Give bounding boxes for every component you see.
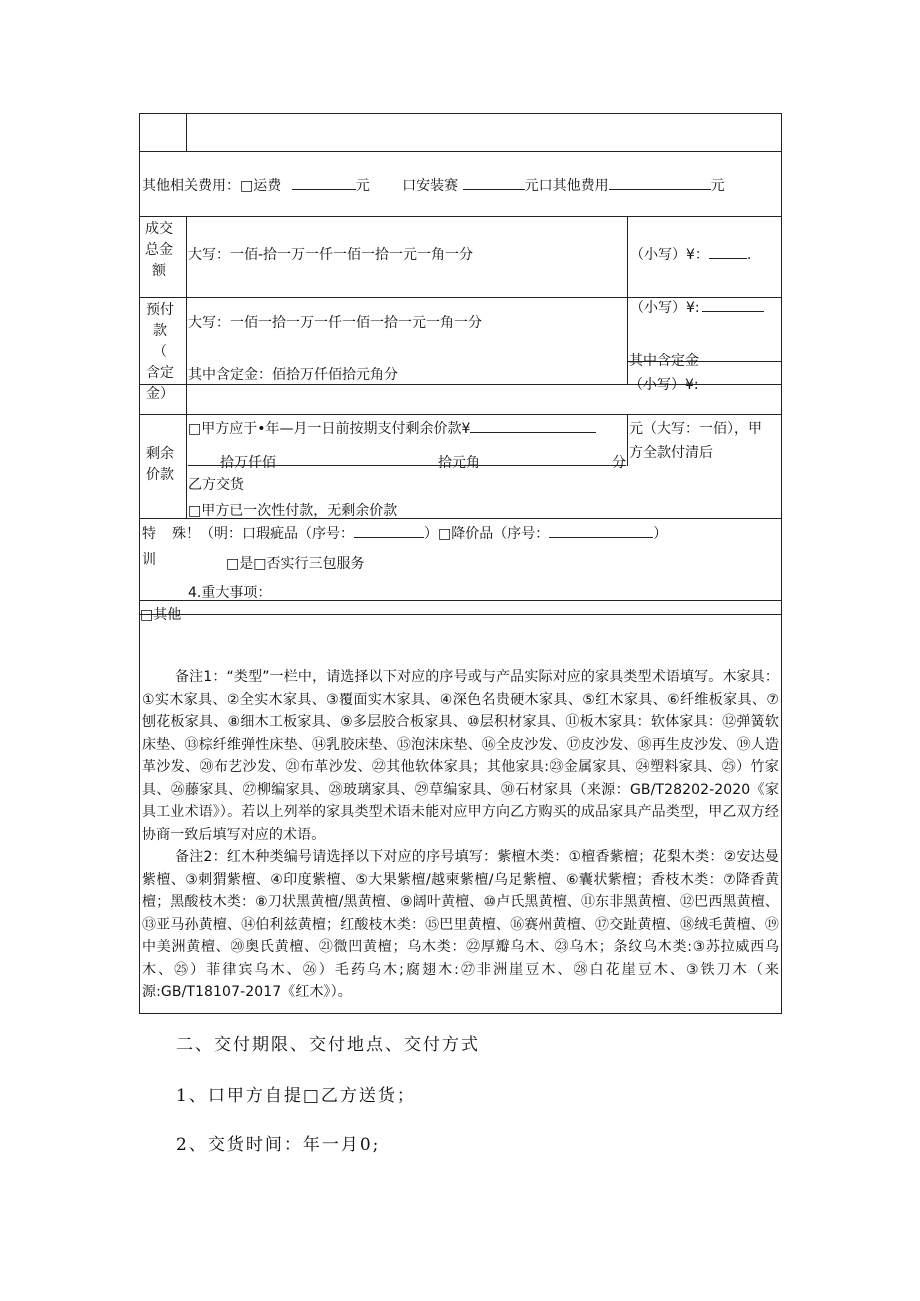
yuan-unit: 元: [710, 178, 725, 194]
special-label-b: 训: [142, 552, 156, 568]
other-fees-row: [142, 177, 725, 195]
order-form-table: [139, 113, 782, 1014]
col-divider: [186, 414, 187, 518]
remaining-line3: 乙方交货: [188, 477, 244, 493]
remaining-line2-underline: [188, 465, 626, 466]
total-upper-amount: 大写：一佰-拾一万一仟一佰一拾一元一角一分: [188, 247, 474, 263]
other-fee-label: 元口其他费用: [524, 178, 609, 194]
row-divider: [140, 297, 781, 298]
total-lower-amount: （小写）¥： .: [630, 247, 752, 263]
delivery-time-item: 2、交货时间：年一月0;: [176, 1135, 381, 1155]
remaining-payment-label: 剩余 价款: [146, 446, 174, 483]
freight-blank[interactable]: [292, 177, 356, 190]
remaining-line2: 拾万仟佰 拾元角 分: [220, 455, 626, 471]
freight-label: 其他相关费用：□运费: [142, 178, 282, 194]
total-amount-label: 成交总金额: [145, 221, 173, 279]
col-divider: [627, 216, 628, 384]
special-line4: □其他: [140, 607, 182, 623]
install-blank[interactable]: [463, 177, 525, 190]
defect-serial-blank[interactable]: [354, 525, 424, 538]
special-label-a: 特: [142, 526, 156, 542]
remaining-line1-right: 元（大写：一佰），甲: [629, 421, 762, 437]
prepay-upper-amount: 大写：一佰一拾一万一仟一佰一拾一元一角一分: [188, 315, 482, 331]
remaining-amount-blank[interactable]: [470, 420, 596, 433]
row-divider: [140, 614, 781, 615]
col-divider: [627, 414, 628, 466]
delivery-method-item[interactable]: 1、口甲方自提□乙方送货；: [176, 1086, 416, 1106]
remaining-line4: □甲方已一次性付款，无剩余价款: [188, 503, 398, 519]
discount-serial-blank[interactable]: [549, 525, 653, 538]
prepay-lower-blank[interactable]: [702, 299, 764, 312]
install-label: 口安装赛: [402, 178, 459, 194]
deposit-right-cut: （小写）¥:: [629, 377, 699, 393]
deposit-right-label: 其中含定金: [629, 353, 699, 369]
note-1: 备注1：“类型”一栏中，请选择以下对应的序号或与产品实际对应的家具类型术语填写。木家具：①实木家具、②全实木家具、③覆面实木家具、④深色名贵硬木家具、⑤红木家具、⑥纤维板家具、⑦刨花板家具、⑧细木工板家具、⑨多层胶合板家具、⑩层积材家具、⑪板木家具：软体家具：⑫弹簧软床垫、⑬棕纤维弹性床垫、⑭乳胶床垫、⑮泡沫床垫、⑯全皮沙发、⑰皮沙发、⑱再生皮沙发、⑲人造革沙发、⑳布艺沙发、㉑布革沙发、㉒其他软体家具；其他家具:㉓金属家具、㉔塑料家具、㉕）竹家具、㉖藤家具、㉗柳编家具、㉘玻璃家具、㉙草编家具、㉚石材家具（来源：GB/T28202-2020《家具工业术语》）。若以上列举的家具类型术语未能对应甲方向乙方购买的成品家具产品类型，甲乙双方经协商一致后填写对应的术语。: [142, 669, 779, 843]
prepayment-label: 预付 款 （ 含定 金）: [146, 302, 174, 402]
col-divider: [186, 114, 187, 151]
special-line1: 殊！（明：口瑕疵品（序号： ）□降价品（序号： ）: [172, 526, 668, 542]
notes-block: [142, 666, 779, 1004]
other-fee-blank[interactable]: [609, 177, 711, 190]
row-divider: [140, 151, 781, 152]
row-divider: [140, 414, 781, 415]
yuan-unit: 元: [355, 178, 370, 194]
remaining-line1: □甲方应于•年—月一日前按期支付剩余价款¥: [188, 420, 596, 438]
section-title: 二、交付期限、交付地点、交付方式: [176, 1035, 480, 1055]
warranty-choice[interactable]: □是□否实行三包服务: [226, 556, 365, 572]
total-lower-blank[interactable]: [709, 246, 747, 259]
note-2: 备注2：红木种类编号请选择以下对应的序号填写：紫檀木类：①檀香紫檀；花梨木类：②安达曼紫檀、③刺猬紫檀、④印度紫檀、⑤大果紫檀/越柬紫檀/乌足紫檀、⑥囊状紫檀；香枝木类：⑦降香黄檀；黑酸枝木类：⑧刀状黑黄檀/黑黄檀、⑨阔叶黄檀、⑩卢氏黑黄檀、⑪东非黑黄檀、⑫巴西黑黄檀、⑬亚马孙黄檀、⑭伯利兹黄檀；红酸枝木类：⑮巴里黄檀、⑯赛州黄檀、⑰交趾黄檀、⑱绒毛黄檀、⑲中美洲黄檀、⑳奥氏黄檀、㉑微凹黄檀；乌木类：㉒厚瓣乌木、㉓乌木；条纹乌木类:③苏拉威西乌木、㉕）菲律宾乌木、㉖）毛药乌木;腐翅木:㉗非洲崖豆木、㉘白花崖豆木、③铁刀木（来源:GB/T18107-2017《红木》）。: [142, 849, 779, 1000]
deposit-amount: 其中含定金：佰拾万仟佰拾元角分: [188, 367, 398, 383]
prepay-lower-amount: （小写）¥:: [630, 299, 764, 317]
col-divider: [186, 216, 187, 414]
special-line3: 4.重大事项：: [188, 585, 272, 601]
row-divider: [140, 216, 781, 217]
remaining-line2-right: 方全款付清后: [629, 445, 713, 461]
